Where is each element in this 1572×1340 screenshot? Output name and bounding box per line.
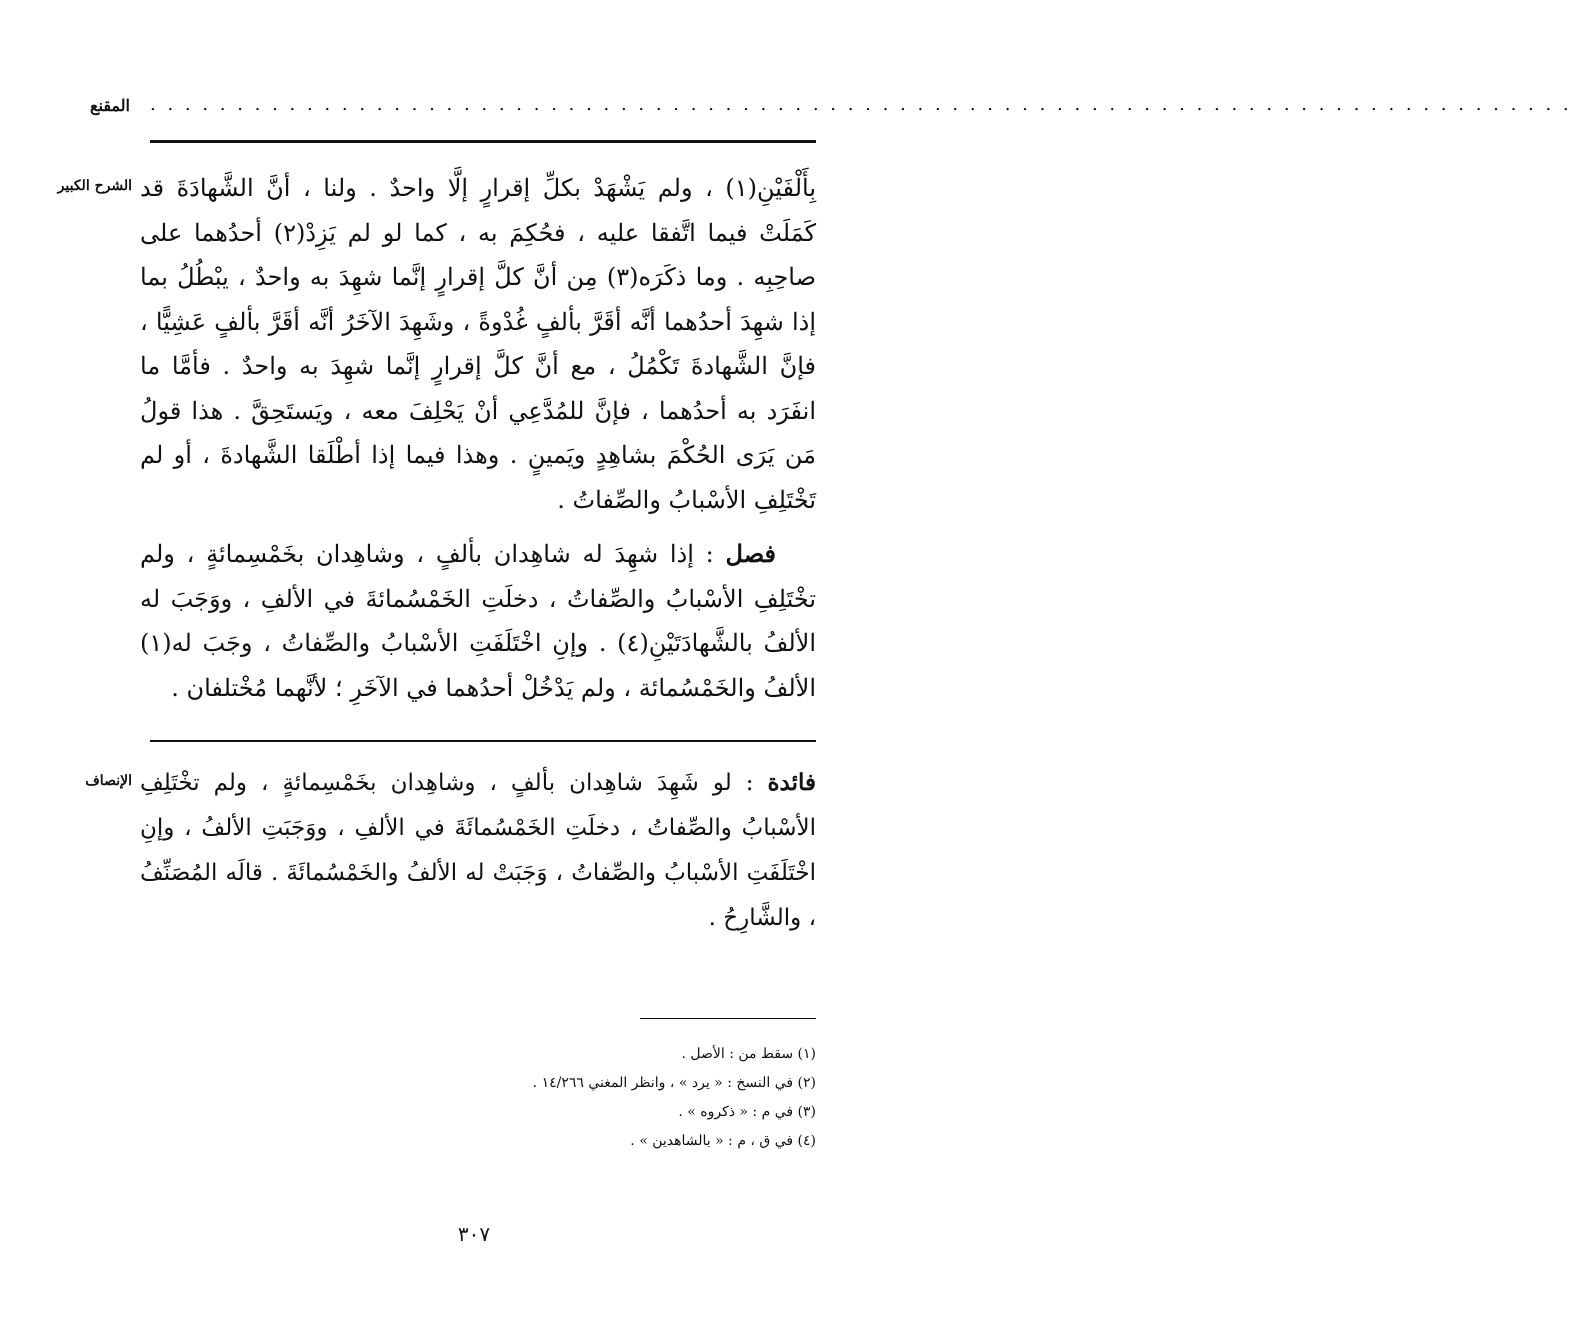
header-dot-leader: . . . . . . . . . . . . . . . . . . . . . . . . . . . . . . . . . . . . . . . . . . . . . . . . . . . . . . . . . . . . . . . . . . . . . . . . . . . . . . . . . . — [150, 94, 1572, 115]
running-header-title: المقنع — [89, 96, 130, 115]
sharh-text-block — [140, 166, 816, 710]
footnote-item: (١) سقط من : الأصل . — [681, 1046, 816, 1062]
footnote-rule — [640, 1018, 816, 1019]
header-rule — [150, 140, 816, 143]
sharh-side-label: الشرح الكبير — [57, 178, 132, 194]
faida-text: : لو شَهِدَ شاهِدان بألفٍ ، وشاهِدان بخَمْسِمائةٍ ، ولم تخْتَلِفِ الأسْبابُ والصِّفاتُ ، دخلَتِ الخَمْسُمائَةَ في الألفِ ، ووَجَبَتِ الألفُ ، وإنِ اخْتَلَفَتِ الأسْبابُ والصِّفاتُ ، وَجَبَتْ له الألفُ والخَمْسُمائَةَ . قالَه المُصَنِّفُ ، والشَّارِحُ . — [140, 770, 816, 931]
page-number: ٣٠٧ — [457, 1222, 491, 1246]
footnote-item: (٣) في م : « ذكروه » . — [678, 1104, 816, 1120]
footnotes — [300, 1040, 816, 1156]
faida-label: فائدة — [767, 769, 817, 796]
sharh-paragraph-1: بِأَلْفَيْنِ(١) ، ولم يَشْهَدْ بكلِّ إقرارٍ إلَّا واحدٌ . ولنا ، أنَّ الشَّهادَةَ قد كَمَلَتْ فيما اتَّفقا عليه ، فحُكِمَ به ، كما لو لم يَزِدْ(٢) أحدُهما على صاحِبِه . وما ذكَرَه(٣) مِن أنَّ كلَّ إقرارٍ إنَّما شهِدَ به واحدٌ ، يبْطُلُ بما إذا شهِدَ أحدُهما أنَّه أقَرَّ بألفٍ غُدْوةً ، وشَهِدَ الآخَرُ أنَّه أقَرَّ بألفٍ عَشِيًّا ، فإنَّ الشَّهادةَ تَكْمُلُ ، مع أنَّ كلَّ إقرارٍ إنَّما شهِدَ به واحدٌ . فأمَّا ما انفَرَد به أحدُهما ، فإنَّ للمُدَّعِي أنْ يَحْلِفَ معه ، ويَستَحِقَّ . هذا قولُ مَن يَرَى الحُكْمَ بشاهِدٍ ويَمينٍ . وهذا فيما إذا أطْلَقا الشَّهادةَ ، أو لم تَخْتَلِفِ الأسْبابُ والصِّفاتُ . — [140, 174, 816, 514]
fasl-label: فصل — [725, 539, 776, 568]
fasl-text: : إذا شهِدَ له شاهِدان بألفٍ ، وشاهِدان بخَمْسِمائةٍ ، ولم تخْتَلِفِ الأسْبابُ والصِّفاتُ ، دخلَتِ الخَمْسُمائةَ في الألفِ ، ووَجَبَ له الألفُ بالشَّهادَتَيْنِ(٤) . وإنِ اخْتَلَفَتِ الأسْبابُ والصِّفاتُ ، وجَبَ له(١) الألفُ والخَمْسُمائة ، ولم يَدْخُلْ أحدُهما في الآخَرِ ؛ لأنَّهما مُخْتلفان . — [140, 540, 816, 702]
insaf-text-block — [140, 760, 816, 941]
insaf-side-label: الإنصاف — [85, 773, 132, 789]
sharh-paragraph-2 — [140, 532, 816, 710]
footnote-item: (٤) في ق ، م : « بالشاهدين » . — [630, 1133, 816, 1149]
section-divider — [150, 740, 816, 742]
footnote-item: (٢) في النسخ : « يرد » ، وانظر المغني ١٤/٢٦٦ . — [532, 1075, 816, 1091]
